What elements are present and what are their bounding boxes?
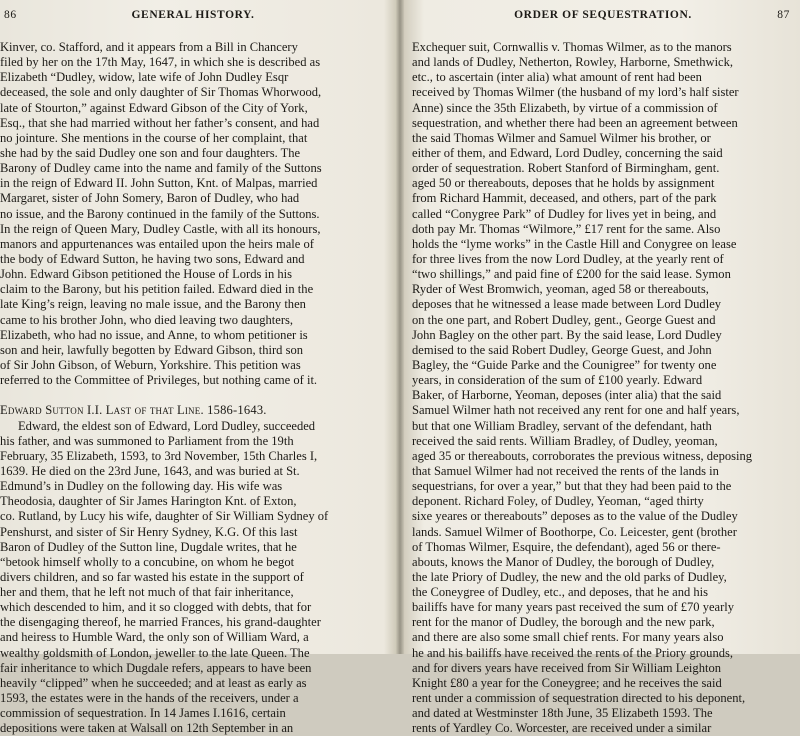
text-line: holds the “lyme works” in the Castle Hill and Conygree on lease	[412, 236, 737, 251]
text-line: deposes that he witnessed a lease made between Lord Dudley	[412, 297, 722, 312]
text-line: sequestration, and whether there had been an agreement between	[412, 115, 738, 130]
left-page-header	[2, 9, 384, 27]
text-line: Penshurst, and sister of Sir Henry Sydney, K.G. Of this last	[0, 524, 298, 539]
text-line	[0, 388, 386, 403]
text-line: Elizabeth, who had no issue, and Anne, to whom petitioner is	[0, 327, 308, 342]
text-line: the Coneygree of Dudley, etc., and deposes, that he and his	[412, 585, 709, 600]
text-line: deponent. Richard Foley, of Dudley, Yeoman, “aged thirty	[412, 494, 704, 509]
text-line: Exchequer suit, Cornwallis v. Thomas Wilmer, as to the manors	[412, 40, 732, 54]
text-line: abouts, knows the Manor of Dudley, the borough of Dudley,	[412, 554, 715, 569]
text-line: in the reign of Edward II. John Sutton, Knt. of Malpas, married	[0, 176, 318, 191]
text-line: and dated at Westminster 18th June, 35 Elizabeth 1593. The	[412, 706, 713, 721]
text-line: divers children, and so far wasted his estate in the support of	[0, 569, 304, 584]
text-line: late of Stourton,” against Edward Gibson of the City of York,	[0, 100, 308, 115]
text-line: Edward Sutton I.I. Last of that Line. 1586-1643.	[0, 403, 267, 418]
text-line: referred to the Committee of Privileges, but nothing came of it.	[0, 373, 318, 388]
text-line: Ryder of West Bromwich, yeoman, aged 58 or thereabouts,	[412, 282, 709, 297]
text-line: the body of Edward Sutton, he having two sons, Edward and	[0, 251, 305, 266]
text-line: demised to the said Robert Dudley, George Guest, and John	[412, 342, 712, 357]
text-line: John. Edward Gibson petitioned the House of Lords in his	[0, 267, 293, 282]
left-page-running-title: GENERAL HISTORY.	[131, 9, 255, 21]
text-line: “two shillings,” and paid fine of £200 for the said lease. Symon	[412, 267, 731, 282]
text-line: she had by the said Dudley one son and four daughters. The	[0, 145, 301, 160]
text-line: and heiress to Humble Ward, the only son of William Ward, a	[0, 630, 309, 645]
text-line: rent under a commission of sequestration directed to his deponent,	[412, 691, 746, 706]
left-page-text	[0, 40, 386, 736]
text-line: Edward, the eldest son of Edward, Lord Dudley, succeeded	[18, 418, 316, 433]
text-line: but that one William Bradley, servant of the defendant, hath	[412, 418, 712, 433]
text-line: rents of Yardley Co. Worcester, are received under a similar	[412, 721, 712, 736]
text-line: called “Conygree Park” of Dudley for lives yet in being, and	[412, 206, 717, 221]
text-line: the late Priory of Dudley, the new and the old parks of Dudley,	[412, 569, 727, 584]
text-line: February, 35 Elizabeth, 1593, to 3rd November, 15th Charles I,	[0, 448, 318, 463]
text-line: aged 50 or thereabouts, deposes that he holds by assignment	[412, 176, 715, 191]
text-line: Knight £80 a year for the Coneygree; and he receives the said	[412, 675, 722, 690]
text-line: sixe yeares or thereabouts” deposes as to the value of the Dudley	[412, 509, 738, 524]
text-line: her and them, that he left not much of that fair inheritance,	[0, 585, 294, 600]
text-line: fair inheritance to which Dugdale refers, appears to have been	[0, 660, 312, 675]
text-line: he and his bailiffs have received the rents of the Priory grounds,	[412, 645, 734, 660]
text-line: wealthy goldsmith of London, jeweller to the late Queen. The	[0, 645, 310, 660]
text-line: came to his brother John, who died leaving two daughters,	[0, 312, 294, 327]
text-line: for three lives from the now Lord Dudley, at the yearly rent of	[412, 251, 724, 266]
text-line: filed by her on the 17th May, 1647, in which she is described as	[0, 55, 321, 70]
text-line: Barony of Dudley came into the name and family of the Suttons	[0, 161, 322, 176]
text-line: and there are also some small chief rents. For many years also	[412, 630, 724, 645]
text-line: 1639. He died on the 23rd June, 1643, and was buried at St.	[0, 463, 300, 478]
text-line: Esq., that she had married without her father’s consent, and had	[0, 115, 320, 130]
text-line: Edmund’s in Dudley on the following day. His wife was	[0, 479, 283, 494]
text-line: Kinver, co. Stafford, and it appears from a Bill in Chancery	[0, 40, 298, 54]
text-line: the said Thomas Wilmer and Samuel Wilmer his brother, or	[412, 130, 711, 145]
text-line: the disengaging thereof, he married Frances, his grand-daughter	[0, 615, 321, 630]
text-line: heavily “clipped” when he succeeded; and at least as early as	[0, 675, 307, 690]
text-line: deceased, the sole and only daughter of Sir Thomas Whorwood,	[0, 85, 322, 100]
text-line: etc., to ascertain (inter alia) what amount of rent had been	[412, 70, 702, 85]
text-line: “betook himself wholly to a concubine, on whom he begot	[0, 554, 295, 569]
text-line: no issue, and the Barony continued in the family of the Suttons.	[0, 206, 320, 221]
text-line: received the said rents. William Bradley, of Dudley, yeoman,	[412, 433, 718, 448]
text-line: In the reign of Queen Mary, Dudley Castle, with all its honours,	[0, 221, 321, 236]
text-line: late King’s reign, leaving no male issue, and the Barony then	[0, 297, 306, 312]
text-line: from Richard Hammit, deceased, and others, part of the park	[412, 191, 717, 206]
text-line: no jointure. She mentions in the course of her complaint, that	[0, 130, 308, 145]
right-page-text	[412, 40, 792, 736]
text-line: bailiffs have for many years past received the sum of £70 yearly	[412, 600, 735, 615]
left-page-number: 86	[4, 9, 17, 21]
text-line: manors and appurtenances was entailed upon the heirs male of	[0, 236, 314, 251]
right-page-number: 87	[777, 9, 790, 21]
text-line: that Samuel Wilmer had not received the rents of the lands in	[412, 463, 719, 478]
right-page-running-title: ORDER OF SEQUESTRATION.	[514, 9, 692, 21]
text-line: doth pay Mr. Thomas “Wilmore,” £17 rent for the same. Also	[412, 221, 721, 236]
text-line: Baker, of Harborne, Yeoman, deposes (inter alia) that the said	[412, 388, 722, 403]
text-line: 1593, the estates were in the hands of the receivers, under a	[0, 691, 299, 706]
text-line: Elizabeth “Dudley, widow, late wife of John Dudley Esqr	[0, 70, 289, 85]
text-line: of Sir John Gibson, of Weburn, Yorkshire. This petition was	[0, 357, 301, 372]
text-line: lands. Samuel Wilmer of Boothorpe, Co. Leicester, gent (brother	[412, 524, 737, 539]
right-page-header	[410, 9, 796, 27]
text-line: received by Thomas Wilmer (the husband of my lord’s half sister	[412, 85, 739, 100]
text-line: Baron of Dudley of the Sutton line, Dugdale writes, that he	[0, 539, 297, 554]
text-line: aged 35 or thereabouts, corroborates the previous witness, deposing	[412, 448, 753, 463]
text-line: Margaret, sister of John Somery, Baron of Dudley, who had	[0, 191, 300, 206]
text-line: commission of sequestration. In 14 James I.1616, certain	[0, 706, 286, 721]
text-line: Theodosia, daughter of Sir James Harington Knt. of Exton,	[0, 494, 297, 509]
text-line: Anne) since the 35th Elizabeth, by virtue of a commission of	[412, 100, 718, 115]
text-line: co. Rutland, by Lucy his wife, daughter of Sir William Sydney of	[0, 509, 329, 524]
text-line: his father, and was summoned to Parliament from the 19th	[0, 433, 294, 448]
text-line: claim to the Barony, but his petition failed. Edward died in the	[0, 282, 314, 297]
text-line: years, in consideration of the sum of £100 yearly. Edward	[412, 373, 703, 388]
text-line: Bagley, the “Guide Parke and the Counigree” for twenty one	[412, 357, 717, 372]
right-page	[402, 0, 800, 736]
left-page	[0, 0, 398, 736]
text-line: and for divers years have received from Sir William Leighton	[412, 660, 721, 675]
text-line: Samuel Wilmer hath not received any rent for one and half years,	[412, 403, 740, 418]
text-line: son and heir, lawfully begotten by Edward Gibson, third son	[0, 342, 304, 357]
text-line: John Bagley on the other part. By the said lease, Lord Dudley	[412, 327, 722, 342]
text-line: order of sequestration. Robert Stanford of Birmingham, gent.	[412, 161, 720, 176]
text-line: either of them, and Edward, Lord Dudley, concerning the said	[412, 145, 723, 160]
text-line: of Thomas Wilmer, Esquire, the defendant), aged 56 or there-	[412, 539, 721, 554]
text-line: rent for the manor of Dudley, the borough and the new park,	[412, 615, 715, 630]
text-line: and lands of Dudley, Netherton, Rowley, Harborne, Smethwick,	[412, 55, 734, 70]
text-line: depositions were taken at Walsall on 12th September in an	[0, 721, 294, 736]
text-line: sequestrians, for over a year,” but that they had been paid to the	[412, 479, 732, 494]
text-line: on the one part, and Robert Dudley, gent., George Guest and	[412, 312, 716, 327]
text-line: which descended to him, and it so clogged with debts, that for	[0, 600, 312, 615]
